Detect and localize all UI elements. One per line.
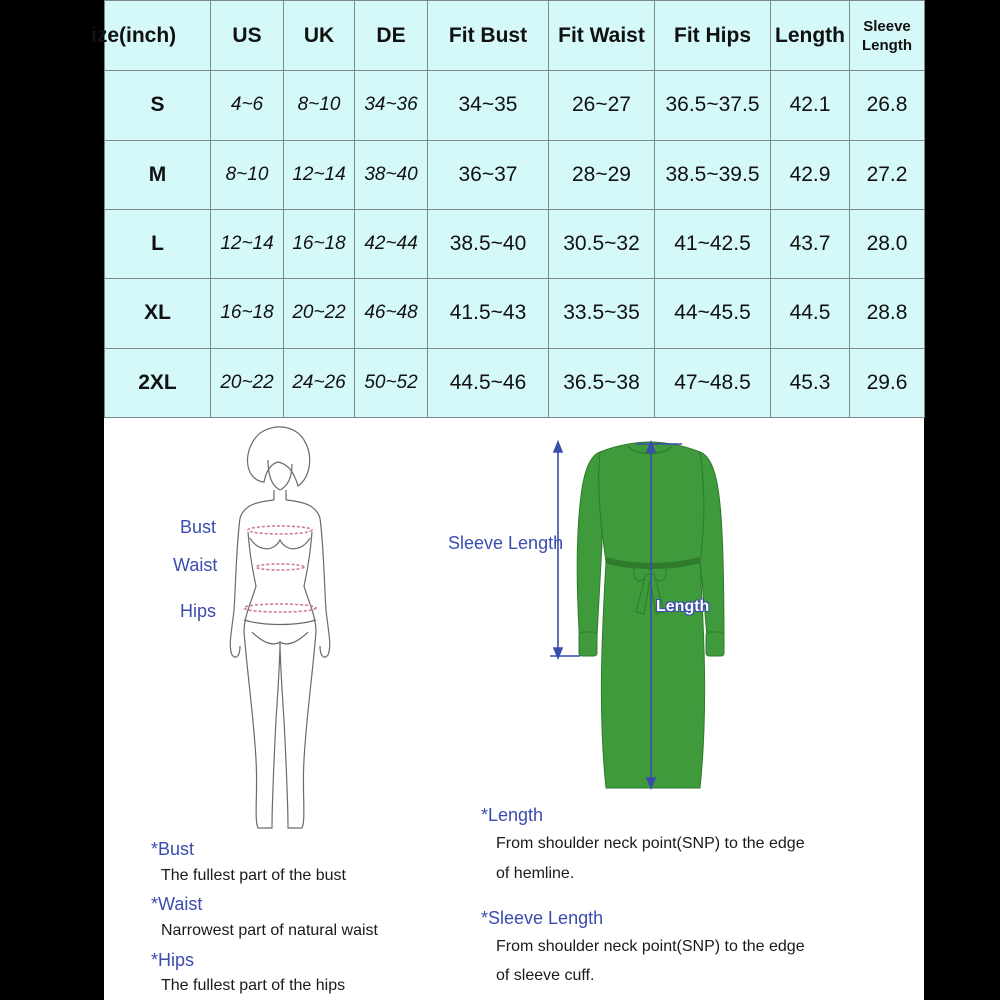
table-row	[105, 140, 925, 209]
header-fit-hips: Fit Hips	[655, 1, 771, 71]
cell-length: 44.5	[771, 279, 850, 348]
header-length: Length	[771, 1, 850, 71]
note-bust-text: The fullest part of the bust	[161, 867, 346, 884]
cell-fit-bust: 41.5~43	[428, 279, 549, 348]
cell-length: 43.7	[771, 209, 850, 278]
cell-us: 12~14	[211, 209, 284, 278]
cell-fit-bust: 38.5~40	[428, 209, 549, 278]
cell-de: 42~44	[355, 209, 428, 278]
dress-figure	[540, 432, 760, 797]
header-sleeve-length: Sleeve Length	[850, 1, 925, 71]
note-hips-title: *Hips	[151, 950, 195, 970]
table-row	[105, 279, 925, 348]
cell-fit-bust: 36~37	[428, 140, 549, 209]
table-header-row	[105, 1, 925, 71]
body-outline-figure	[214, 420, 344, 840]
note-sleeve-text-2: of sleeve cuff.	[496, 967, 595, 984]
note-sleeve-title: *Sleeve Length	[481, 908, 604, 928]
cell-sleeve-length: 26.8	[850, 71, 925, 140]
note-waist-text: Narrowest part of natural waist	[161, 922, 378, 939]
note-length-title: *Length	[481, 805, 544, 825]
size-table	[91, 0, 925, 418]
size-chart-page	[91, 0, 924, 1000]
note-length-text-2: of hemline.	[496, 865, 575, 882]
cell-size: M	[105, 140, 211, 209]
note-length-text-1: From shoulder neck point(SNP) to the edge	[496, 835, 805, 852]
cell-de: 50~52	[355, 348, 428, 417]
cell-fit-bust: 34~35	[428, 71, 549, 140]
cell-fit-waist: 33.5~35	[549, 279, 655, 348]
cell-sleeve-length: 29.6	[850, 348, 925, 417]
cell-size: 2XL	[105, 348, 211, 417]
cell-length: 42.1	[771, 71, 850, 140]
cell-fit-hips: 47~48.5	[655, 348, 771, 417]
length-label: Length	[656, 598, 710, 615]
header-de: DE	[355, 1, 428, 71]
hips-label: Hips	[180, 601, 217, 621]
cell-us: 8~10	[211, 140, 284, 209]
cell-fit-hips: 38.5~39.5	[655, 140, 771, 209]
cell-uk: 20~22	[284, 279, 355, 348]
header-fit-bust: Fit Bust	[428, 1, 549, 71]
header-uk: UK	[284, 1, 355, 71]
cell-fit-bust: 44.5~46	[428, 348, 549, 417]
cell-de: 34~36	[355, 71, 428, 140]
cell-us: 16~18	[211, 279, 284, 348]
cell-de: 38~40	[355, 140, 428, 209]
cell-fit-waist: 36.5~38	[549, 348, 655, 417]
cell-uk: 16~18	[284, 209, 355, 278]
cell-fit-waist: 28~29	[549, 140, 655, 209]
cell-fit-waist: 26~27	[549, 71, 655, 140]
cell-size: XL	[105, 279, 211, 348]
bust-label: Bust	[180, 517, 217, 537]
table-row	[105, 71, 925, 140]
note-sleeve-text-1: From shoulder neck point(SNP) to the edge	[496, 938, 805, 955]
cell-sleeve-length: 28.0	[850, 209, 925, 278]
sleeve-length-label: Sleeve Length	[448, 533, 564, 553]
cell-length: 45.3	[771, 348, 850, 417]
cell-sleeve-length: 28.8	[850, 279, 925, 348]
note-waist-title: *Waist	[151, 894, 203, 914]
cell-uk: 8~10	[284, 71, 355, 140]
waist-label: Waist	[173, 555, 218, 575]
cell-size: L	[105, 209, 211, 278]
cell-uk: 24~26	[284, 348, 355, 417]
cell-size: S	[105, 71, 211, 140]
cell-fit-hips: 41~42.5	[655, 209, 771, 278]
header-size: ize(inch)	[105, 1, 211, 71]
cell-fit-hips: 36.5~37.5	[655, 71, 771, 140]
header-fit-waist: Fit Waist	[549, 1, 655, 71]
cell-fit-hips: 44~45.5	[655, 279, 771, 348]
table-row	[105, 348, 925, 417]
cell-us: 20~22	[211, 348, 284, 417]
cell-sleeve-length: 27.2	[850, 140, 925, 209]
cell-de: 46~48	[355, 279, 428, 348]
note-hips-text: The fullest part of the hips	[161, 977, 346, 994]
cell-us: 4~6	[211, 71, 284, 140]
cell-fit-waist: 30.5~32	[549, 209, 655, 278]
header-us: US	[211, 1, 284, 71]
cell-uk: 12~14	[284, 140, 355, 209]
cell-length: 42.9	[771, 140, 850, 209]
table-row	[105, 209, 925, 278]
note-bust-title: *Bust	[151, 839, 195, 859]
